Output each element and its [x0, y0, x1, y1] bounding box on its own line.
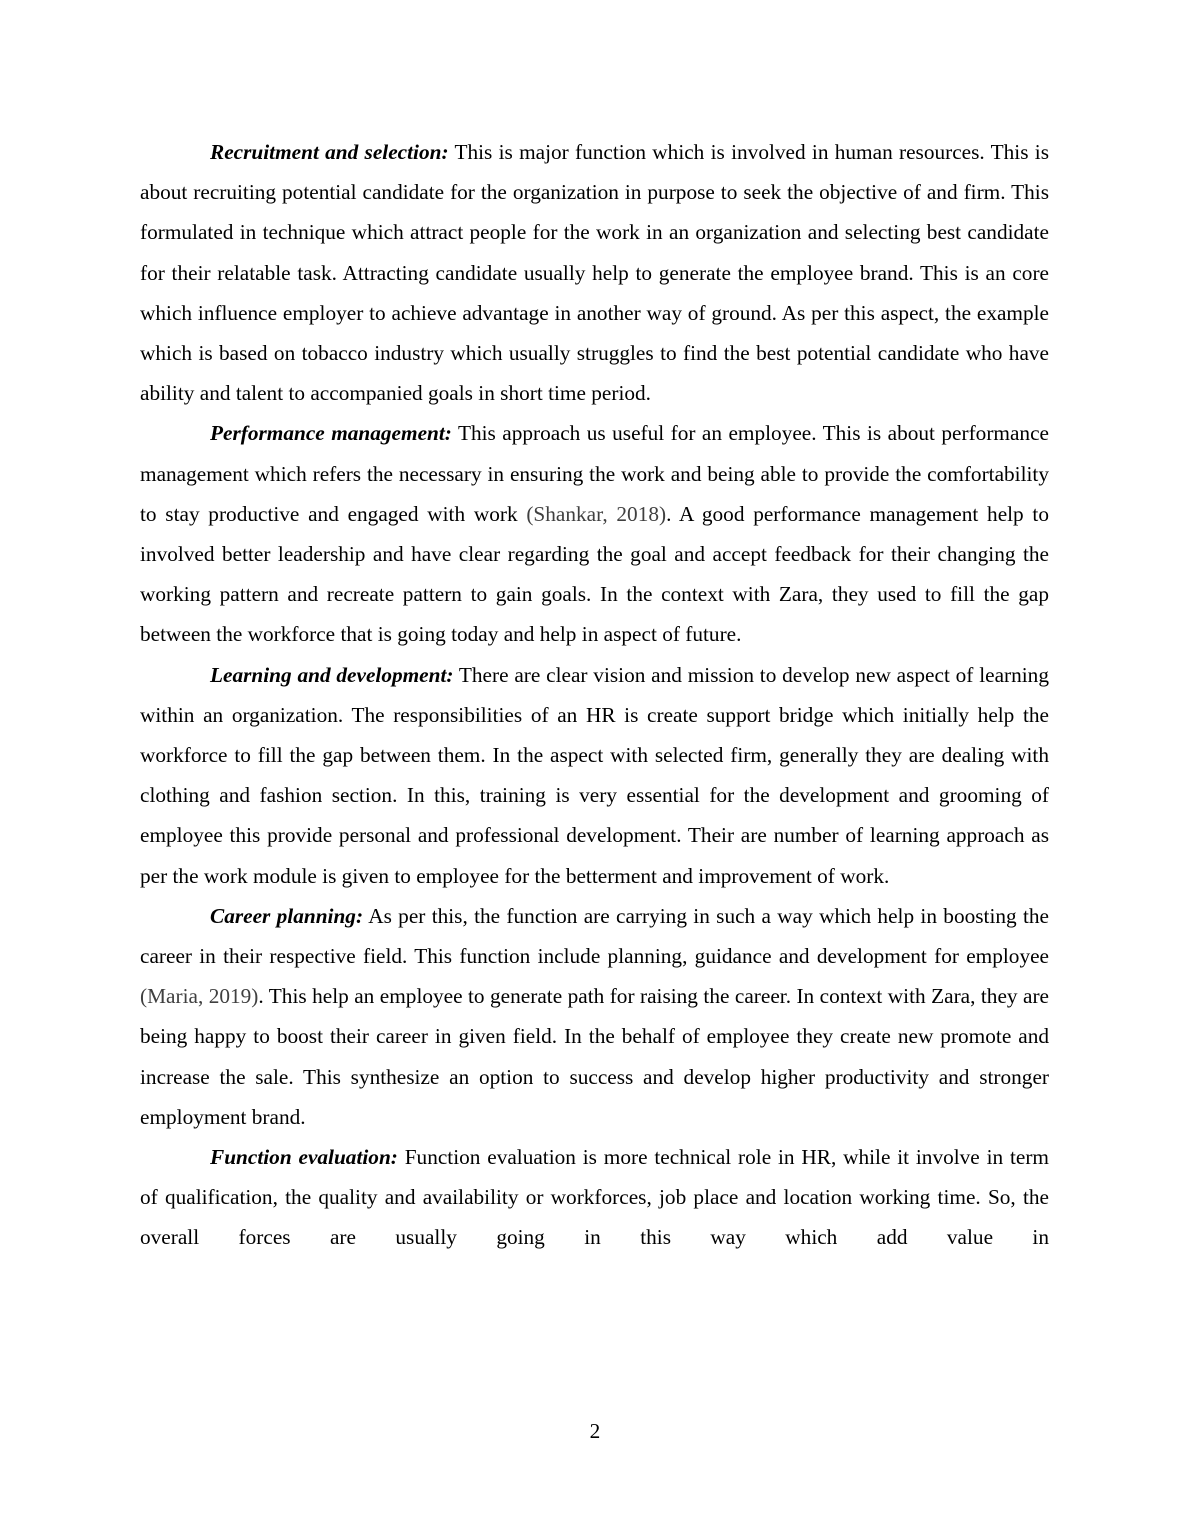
paragraph-heading: Performance management:: [210, 421, 452, 446]
paragraph-heading: Career planning:: [210, 903, 364, 928]
paragraph-function-evaluation: [140, 1137, 1049, 1258]
paragraph-career-planning: [140, 896, 1049, 1137]
document-page: [140, 132, 1049, 1258]
paragraph-performance-management: [140, 413, 1049, 654]
citation: (Shankar, 2018): [526, 501, 667, 526]
paragraph-learning-and-development: [140, 655, 1049, 896]
paragraph-body: Function evaluation is more technical role in HR, while it involve in term of qualification, the quality and availability or workforces, job place and location working time. So, the overall forces are usually going in this way which add value in: [140, 1145, 1049, 1250]
paragraph-heading: Function evaluation:: [210, 1145, 398, 1170]
paragraph-body: This is major function which is involved in human resources. This is about recruiting potential candidate for the organization in purpose to seek the objective of and firm. This formulated in technique which attract people for the work in an organization and selecting best candidate for their relatable task. Attracting candidate usually help to generate the employee brand. This is an core which influence employer to achieve advantage in another way of ground. As per this aspect, the example which is based on tobacco industry which usually struggles to find the best potential candidate who have ability and talent to accompanied goals in short time period.: [140, 140, 1049, 406]
paragraph-recruitment-and-selection: [140, 132, 1049, 413]
paragraph-body: As per this, the function are carrying in such a way which help in boosting the career in their respective field. This function include planning, guidance and development for employee: [140, 903, 1049, 969]
paragraph-heading: Recruitment and selection:: [210, 140, 449, 164]
paragraph-body-continued: . This help an employee to generate path for raising the career. In context with Zara, they are being happy to boost their career in given field. In the behalf of employee they create new promote and increase the sale. This synthesize an option to success and develop higher productivity and stronger employment brand.: [140, 984, 1049, 1129]
paragraph-body: This approach us useful for an employee. This is about performance management which refers the necessary in ensuring the work and being able to provide the comfortability to stay productive and engaged with work: [140, 421, 1049, 526]
page-number: 2: [589, 1419, 601, 1443]
citation: (Maria, 2019): [140, 984, 259, 1009]
paragraph-body-continued: . A good performance management help to involved better leadership and have clear regarding the goal and accept feedback for their changing the working pattern and recreate pattern to gain goals. In the context with Zara, they used to fill the gap between the workforce that is going today and help in aspect of future.: [140, 501, 1049, 647]
paragraph-heading: Learning and development:: [210, 662, 454, 687]
paragraph-body: There are clear vision and mission to develop new aspect of learning within an organization. The responsibilities of an HR is create support bridge which initially help the workforce to fill the gap between them. In the aspect with selected firm, generally they are dealing with clothing and fashion section. In this, training is very essential for the development and grooming of employee this provide personal and professional development. Their are number of learning approach as per the work module is given to employee for the betterment and improvement of work.: [140, 662, 1049, 888]
